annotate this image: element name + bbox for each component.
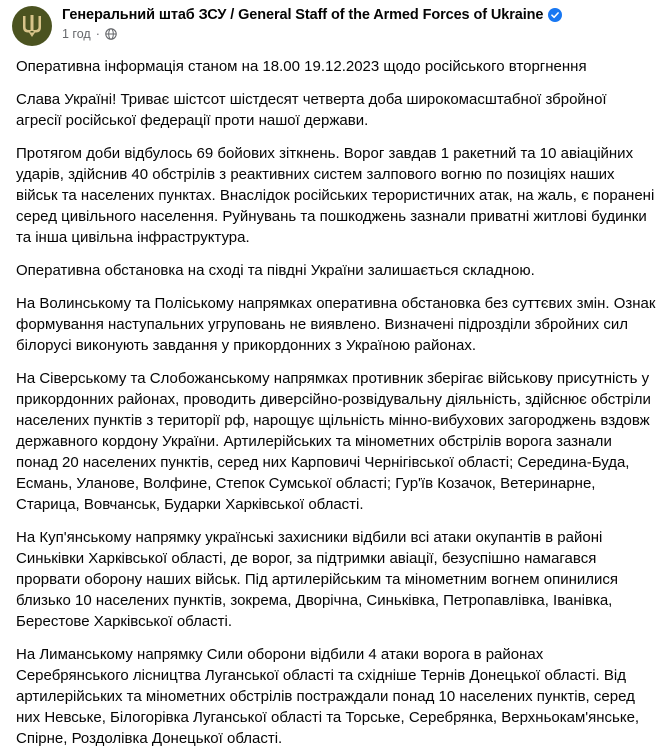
post-paragraph: Оперативна інформація станом на 18.00 19.12.2023 щодо російського вторгнення	[16, 58, 587, 75]
verified-badge-icon	[548, 8, 562, 22]
globe-icon[interactable]	[105, 28, 117, 40]
author-line	[62, 7, 562, 23]
post-subline	[62, 27, 562, 41]
avatar[interactable]	[12, 6, 52, 46]
post-timestamp[interactable]: 1 год	[62, 27, 91, 41]
post-paragraph: Оперативна обстановка на сході та півдні України залишається складною.	[16, 262, 535, 279]
post-paragraph: На Сіверському та Слобожанському напрямках противник зберігає військову присутність у прикордонних районах, проводить диверсійно-розвідувальну діяльність, здійснює обстріли населених пунктів з території рф, нарощує щільність мінно-вибухових загороджень вздовж державного кордону України. Артилерійських та мінометних обстрілів ворога зазнали понад 20 населених пунктів, серед них Карповичі Чернігівської області; Середина-Буда, Есмань, Уланове, Волфине, Степок Сумської області; Гур'їв Козачок, Ветеринарне, Старица, Вовчанськ, Бударки Харківської області.	[16, 370, 651, 513]
post-paragraph: На Куп'янському напрямку українські захисники відбили всі атаки окупантів в районі Синьківки Харківської області, де ворог, за підтримки авіації, безуспішно намагався прорвати оборону наших військ. Під артилерійським та мінометним вогнем опинилися близько 10 населених пунктів, зокрема, Дворічна, Синьківка, Петропавлівка, Іванівка, Берестове Харківської області.	[16, 529, 619, 630]
post-meta	[62, 7, 562, 41]
post-paragraph: На Лиманському напрямку Сили оборони відбили 4 атаки ворога в районах Серебрянського лісництва Луганської області та східніше Тернів Донецької області. Від артилерійських та мінометних обстрілів постраждали понад 10 населених пунктів, серед них Невське, Білогорівка Луганської області та Торське, Серебрянка, Верхньокам'янське, Спірне, Роздолівка Донецької області.	[16, 646, 640, 747]
trident-emblem-icon	[21, 13, 43, 39]
post-body	[16, 56, 656, 749]
separator-dot: ·	[95, 27, 100, 41]
author-name[interactable]: Генеральний штаб ЗСУ / General Staff of the Armed Forces of Ukraine	[62, 7, 544, 23]
post-paragraph: На Волинському та Поліському напрямках оперативна обстановка без суттєвих змін. Ознак формування наступальних угруповань не виявлено. Визначені підрозділи збройних сил білорусі виконують завдання у прикордонних з Україною районах.	[16, 295, 656, 354]
post-header	[12, 6, 562, 46]
post-paragraph: Слава Україні! Триває шістсот шістдесят четверта доба широкомасштабної збройної агресії російської федерації проти нашої держави.	[16, 91, 607, 129]
post-paragraph: Протягом доби відбулось 69 бойових зіткнень. Ворог завдав 1 ракетний та 10 авіаційних ударів, здійснив 40 обстрілів з реактивних систем залпового вогню по позиціях наших військ та населених пунктах. Внаслідок російських терористичних атак, на жаль, є поранені серед цивільного населення. Руйнувань та пошкоджень зазнали приватні житлові будинки та інша цивільна інфраструктура.	[16, 145, 655, 246]
